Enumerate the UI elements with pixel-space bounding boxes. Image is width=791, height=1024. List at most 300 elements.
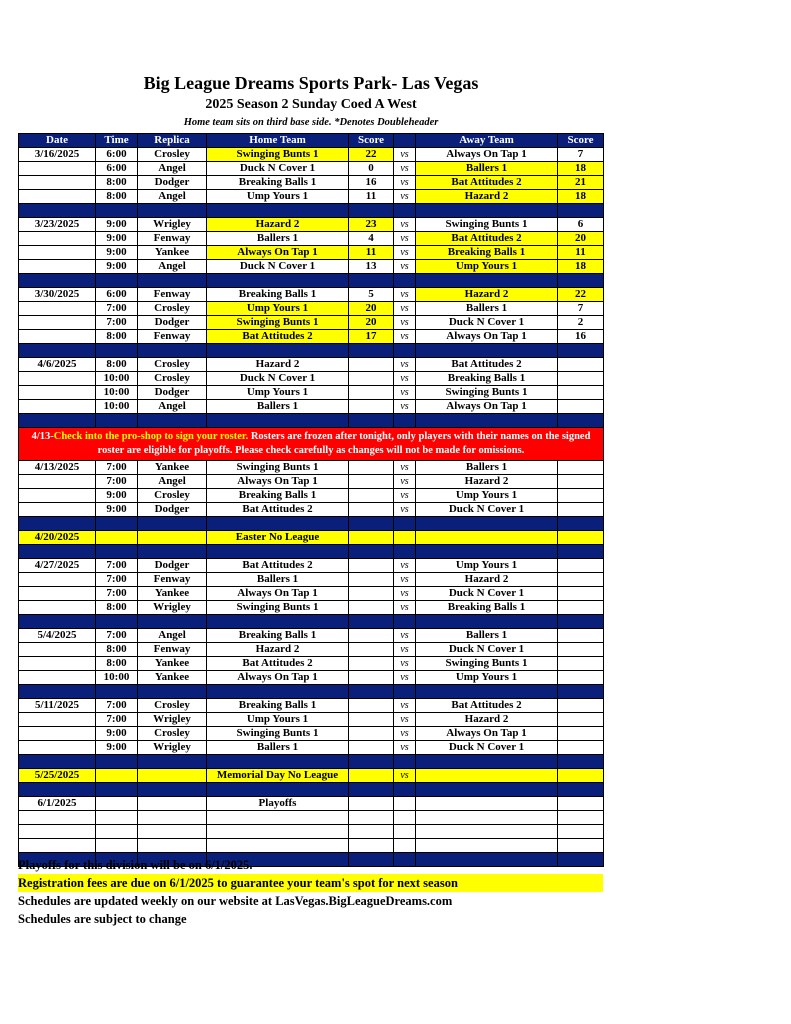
replica-cell: Wrigley <box>138 741 207 755</box>
time-cell: 6:00 <box>96 288 138 302</box>
separator-cell <box>416 517 558 531</box>
vs-cell: vs <box>394 643 416 657</box>
time-cell: 8:00 <box>96 657 138 671</box>
empty-cell <box>394 811 416 825</box>
home-team-cell: Bat Attitudes 2 <box>207 657 349 671</box>
date-cell <box>19 302 96 316</box>
date-cell: 4/27/2025 <box>19 559 96 573</box>
home-team-cell: Swinging Bunts 1 <box>207 316 349 330</box>
game-row <box>19 503 604 517</box>
game-row <box>19 587 604 601</box>
time-cell: 8:00 <box>96 358 138 372</box>
date-cell <box>19 727 96 741</box>
separator-cell <box>394 344 416 358</box>
time-cell: 8:00 <box>96 643 138 657</box>
header-row <box>19 134 604 148</box>
separator-cell <box>19 615 96 629</box>
separator-cell <box>416 344 558 358</box>
game-row <box>19 671 604 685</box>
replica-cell: Wrigley <box>138 218 207 232</box>
empty-cell <box>416 811 558 825</box>
separator-cell <box>96 615 138 629</box>
away-score-cell: 2 <box>558 316 604 330</box>
replica-cell: Crosley <box>138 148 207 162</box>
time-cell: 8:00 <box>96 176 138 190</box>
schedule-body <box>19 148 604 867</box>
separator-cell <box>207 517 349 531</box>
date-cell <box>19 475 96 489</box>
home-score-cell <box>349 475 394 489</box>
separator-cell <box>138 615 207 629</box>
time-cell: 8:00 <box>96 190 138 204</box>
empty-cell <box>416 797 558 811</box>
replica-cell: Wrigley <box>138 601 207 615</box>
vs-cell: vs <box>394 302 416 316</box>
away-team-cell: Ump Yours 1 <box>416 260 558 274</box>
time-cell: 7:00 <box>96 587 138 601</box>
away-score-cell <box>558 573 604 587</box>
home-score-cell: 4 <box>349 232 394 246</box>
game-row <box>19 372 604 386</box>
separator-cell <box>558 615 604 629</box>
empty-cell <box>96 811 138 825</box>
away-team-cell: Bat Attitudes 2 <box>416 358 558 372</box>
away-score-cell <box>558 713 604 727</box>
replica-cell: Angel <box>138 190 207 204</box>
vs-cell: vs <box>394 601 416 615</box>
replica-cell: Dodger <box>138 559 207 573</box>
separator-cell <box>349 517 394 531</box>
separator-cell <box>394 545 416 559</box>
away-score-cell <box>558 769 604 783</box>
week-separator <box>19 414 604 428</box>
separator-cell <box>19 414 96 428</box>
vs-cell: vs <box>394 358 416 372</box>
date-cell: 5/11/2025 <box>19 699 96 713</box>
separator-cell <box>138 414 207 428</box>
game-row <box>19 643 604 657</box>
game-row <box>19 358 604 372</box>
home-team-cell: Bat Attitudes 2 <box>207 330 349 344</box>
away-score-cell: 18 <box>558 190 604 204</box>
away-score-cell <box>558 699 604 713</box>
separator-cell <box>394 783 416 797</box>
separator-cell <box>207 274 349 288</box>
week-separator <box>19 274 604 288</box>
away-team-cell: Hazard 2 <box>416 573 558 587</box>
home-score-cell <box>349 358 394 372</box>
away-score-cell <box>558 559 604 573</box>
home-score-cell <box>349 713 394 727</box>
replica-cell: Angel <box>138 260 207 274</box>
separator-cell <box>349 783 394 797</box>
home-team-cell: Breaking Balls 1 <box>207 699 349 713</box>
week-separator <box>19 685 604 699</box>
empty-cell <box>19 825 96 839</box>
date-cell <box>19 657 96 671</box>
empty-cell <box>558 811 604 825</box>
separator-cell <box>349 204 394 218</box>
empty-cell <box>96 825 138 839</box>
away-score-cell: 22 <box>558 288 604 302</box>
away-team-cell: Duck N Cover 1 <box>416 741 558 755</box>
roster-notice-row <box>19 428 604 461</box>
vs-cell: vs <box>394 246 416 260</box>
vs-cell: vs <box>394 727 416 741</box>
separator-cell <box>96 274 138 288</box>
col-replica-header: Replica <box>138 134 207 148</box>
separator-cell <box>207 344 349 358</box>
home-score-cell <box>349 489 394 503</box>
separator-cell <box>558 755 604 769</box>
empty-cell <box>394 825 416 839</box>
home-score-cell <box>349 559 394 573</box>
time-cell: 9:00 <box>96 232 138 246</box>
date-cell: 4/20/2025 <box>19 531 96 545</box>
separator-cell <box>19 274 96 288</box>
home-score-cell <box>349 503 394 517</box>
away-team-cell: Ballers 1 <box>416 629 558 643</box>
away-team-cell: Hazard 2 <box>416 475 558 489</box>
separator-cell <box>207 783 349 797</box>
away-score-cell: 16 <box>558 330 604 344</box>
separator-cell <box>416 545 558 559</box>
date-cell: 4/6/2025 <box>19 358 96 372</box>
vs-cell: vs <box>394 386 416 400</box>
home-score-cell <box>349 573 394 587</box>
separator-cell <box>558 204 604 218</box>
home-score-cell: 16 <box>349 176 394 190</box>
home-score-cell: 23 <box>349 218 394 232</box>
date-cell <box>19 386 96 400</box>
home-score-cell: 11 <box>349 246 394 260</box>
vs-cell: vs <box>394 260 416 274</box>
home-team-cell: Always On Tap 1 <box>207 475 349 489</box>
game-row <box>19 741 604 755</box>
date-cell <box>19 741 96 755</box>
away-score-cell: 11 <box>558 246 604 260</box>
home-team-cell: Duck N Cover 1 <box>207 260 349 274</box>
away-score-cell: 18 <box>558 162 604 176</box>
game-row <box>19 190 604 204</box>
date-cell <box>19 601 96 615</box>
empty-cell <box>207 839 349 853</box>
roster-notice <box>19 428 604 461</box>
page-subtitle: 2025 Season 2 Sunday Coed A West <box>205 97 417 112</box>
game-row <box>19 601 604 615</box>
separator-cell <box>558 517 604 531</box>
separator-cell <box>558 344 604 358</box>
away-team-cell: Duck N Cover 1 <box>416 643 558 657</box>
home-team-cell: Swinging Bunts 1 <box>207 461 349 475</box>
game-row <box>19 218 604 232</box>
home-team-cell: Hazard 2 <box>207 643 349 657</box>
time-cell: 7:00 <box>96 573 138 587</box>
replica-cell: Dodger <box>138 176 207 190</box>
away-score-cell <box>558 741 604 755</box>
game-row <box>19 176 604 190</box>
separator-cell <box>394 517 416 531</box>
replica-cell: Wrigley <box>138 713 207 727</box>
replica-cell: Yankee <box>138 671 207 685</box>
home-score-cell <box>349 400 394 414</box>
separator-cell <box>349 685 394 699</box>
away-team-cell: Duck N Cover 1 <box>416 587 558 601</box>
col-home-team-header: Home Team <box>207 134 349 148</box>
date-cell: 3/30/2025 <box>19 288 96 302</box>
vs-cell: vs <box>394 699 416 713</box>
separator-cell <box>394 615 416 629</box>
game-row <box>19 657 604 671</box>
home-score-cell <box>349 372 394 386</box>
time-cell: 9:00 <box>96 260 138 274</box>
date-cell: 6/1/2025 <box>19 797 96 811</box>
separator-cell <box>558 414 604 428</box>
game-row <box>19 573 604 587</box>
separator-cell <box>96 517 138 531</box>
separator-cell <box>349 755 394 769</box>
home-team-cell: Bat Attitudes 2 <box>207 503 349 517</box>
home-score-cell <box>349 727 394 741</box>
away-score-cell <box>558 475 604 489</box>
separator-cell <box>19 685 96 699</box>
notice-text: Rosters are frozen after tonight, only players with their names on the signed roster are eligible for playoffs. Please check carefully as changes will not be made for omissions. <box>97 431 591 456</box>
empty-cell <box>349 797 394 811</box>
separator-cell <box>138 783 207 797</box>
separator-cell <box>138 685 207 699</box>
away-team-cell: Bat Attitudes 2 <box>416 176 558 190</box>
away-score-cell <box>558 601 604 615</box>
away-score-cell <box>558 643 604 657</box>
home-score-cell: 13 <box>349 260 394 274</box>
empty-cell <box>138 825 207 839</box>
vs-cell: vs <box>394 587 416 601</box>
date-cell <box>19 330 96 344</box>
separator-cell <box>96 414 138 428</box>
col-vs-header <box>394 134 416 148</box>
away-score-cell <box>558 671 604 685</box>
game-row <box>19 475 604 489</box>
away-score-cell: 7 <box>558 302 604 316</box>
vs-cell: vs <box>394 769 416 783</box>
replica-cell: Dodger <box>138 503 207 517</box>
away-team-cell: Ballers 1 <box>416 461 558 475</box>
week-separator <box>19 545 604 559</box>
home-score-cell <box>349 741 394 755</box>
separator-cell <box>96 685 138 699</box>
away-team-cell: Ump Yours 1 <box>416 559 558 573</box>
home-team-cell: Ballers 1 <box>207 232 349 246</box>
vs-cell: vs <box>394 218 416 232</box>
empty-cell <box>558 839 604 853</box>
game-row <box>19 232 604 246</box>
time-cell: 9:00 <box>96 741 138 755</box>
home-team-cell: Ump Yours 1 <box>207 713 349 727</box>
replica-cell <box>138 769 207 783</box>
empty-cell <box>558 797 604 811</box>
away-team-cell: Breaking Balls 1 <box>416 601 558 615</box>
date-cell <box>19 260 96 274</box>
separator-cell <box>138 755 207 769</box>
date-cell <box>19 489 96 503</box>
separator-cell <box>558 783 604 797</box>
home-team-cell: Hazard 2 <box>207 358 349 372</box>
separator-cell <box>207 615 349 629</box>
replica-cell: Crosley <box>138 372 207 386</box>
home-team-cell: Duck N Cover 1 <box>207 162 349 176</box>
game-row <box>19 260 604 274</box>
empty-cell <box>349 839 394 853</box>
separator-cell <box>19 344 96 358</box>
schedule-table <box>18 133 604 867</box>
separator-cell <box>19 783 96 797</box>
home-score-cell <box>349 769 394 783</box>
vs-cell: vs <box>394 573 416 587</box>
notice-highlight: Check into the pro-shop to sign your roster. <box>53 431 249 442</box>
vs-cell: vs <box>394 372 416 386</box>
time-cell: 9:00 <box>96 727 138 741</box>
away-score-cell <box>558 358 604 372</box>
replica-cell <box>138 531 207 545</box>
time-cell: 6:00 <box>96 148 138 162</box>
vs-cell: vs <box>394 559 416 573</box>
empty-cell <box>207 825 349 839</box>
date-cell <box>19 162 96 176</box>
date-cell <box>19 372 96 386</box>
col-time-header: Time <box>96 134 138 148</box>
away-score-cell <box>558 657 604 671</box>
footer-playoffs: Playoffs for this division will be on 6/1/2025. <box>18 858 253 872</box>
empty-cell <box>96 839 138 853</box>
date-cell <box>19 671 96 685</box>
separator-cell <box>207 755 349 769</box>
time-cell: 7:00 <box>96 316 138 330</box>
separator-cell <box>96 755 138 769</box>
home-team-cell: Hazard 2 <box>207 218 349 232</box>
home-team-cell: Breaking Balls 1 <box>207 176 349 190</box>
empty-cell <box>349 825 394 839</box>
vs-cell: vs <box>394 316 416 330</box>
blank-row <box>19 825 604 839</box>
away-score-cell: 7 <box>558 148 604 162</box>
replica-cell: Fenway <box>138 288 207 302</box>
time-cell <box>96 769 138 783</box>
game-row <box>19 461 604 475</box>
date-cell: 5/25/2025 <box>19 769 96 783</box>
time-cell: 6:00 <box>96 162 138 176</box>
page-title: Big League Dreams Sports Park- Las Vegas <box>143 73 479 93</box>
vs-cell: vs <box>394 475 416 489</box>
week-separator <box>19 783 604 797</box>
away-score-cell <box>558 461 604 475</box>
empty-cell <box>416 839 558 853</box>
game-row <box>19 713 604 727</box>
time-cell: 10:00 <box>96 386 138 400</box>
playoffs-row <box>19 797 604 811</box>
away-score-cell <box>558 372 604 386</box>
home-score-cell: 22 <box>349 148 394 162</box>
date-cell <box>19 503 96 517</box>
replica-cell: Crosley <box>138 699 207 713</box>
away-score-cell <box>558 727 604 741</box>
separator-cell <box>558 685 604 699</box>
replica-cell: Crosley <box>138 358 207 372</box>
date-cell: 3/23/2025 <box>19 218 96 232</box>
vs-cell: vs <box>394 148 416 162</box>
away-team-cell: Always On Tap 1 <box>416 148 558 162</box>
away-score-cell: 20 <box>558 232 604 246</box>
away-team-cell: Hazard 2 <box>416 190 558 204</box>
home-team-cell: Ump Yours 1 <box>207 190 349 204</box>
separator-cell <box>349 545 394 559</box>
separator-cell <box>349 615 394 629</box>
empty-cell <box>416 825 558 839</box>
replica-cell: Fenway <box>138 232 207 246</box>
away-score-cell: 6 <box>558 218 604 232</box>
home-score-cell: 11 <box>349 190 394 204</box>
date-cell: 4/13/2025 <box>19 461 96 475</box>
home-team-cell: Swinging Bunts 1 <box>207 601 349 615</box>
vs-cell: vs <box>394 671 416 685</box>
replica-cell: Angel <box>138 162 207 176</box>
vs-cell: vs <box>394 400 416 414</box>
home-team-cell: Always On Tap 1 <box>207 246 349 260</box>
time-cell: 9:00 <box>96 489 138 503</box>
time-cell: 10:00 <box>96 671 138 685</box>
game-row <box>19 727 604 741</box>
separator-cell <box>207 545 349 559</box>
away-team-cell: Hazard 2 <box>416 713 558 727</box>
home-score-cell: 20 <box>349 316 394 330</box>
replica-cell: Crosley <box>138 727 207 741</box>
separator-cell <box>416 615 558 629</box>
home-score-cell <box>349 699 394 713</box>
home-team-cell: Breaking Balls 1 <box>207 629 349 643</box>
home-score-cell <box>349 643 394 657</box>
replica-cell <box>138 797 207 811</box>
home-team-cell: Ballers 1 <box>207 400 349 414</box>
vs-cell: vs <box>394 461 416 475</box>
home-score-cell <box>349 601 394 615</box>
separator-cell <box>558 545 604 559</box>
game-row <box>19 400 604 414</box>
home-score-cell: 5 <box>349 288 394 302</box>
away-team-cell: Breaking Balls 1 <box>416 246 558 260</box>
separator-cell <box>416 414 558 428</box>
time-cell: 9:00 <box>96 246 138 260</box>
blank-row <box>19 811 604 825</box>
game-row <box>19 162 604 176</box>
home-team-cell: Ump Yours 1 <box>207 386 349 400</box>
separator-cell <box>394 204 416 218</box>
separator-cell <box>394 685 416 699</box>
game-row <box>19 489 604 503</box>
separator-cell <box>138 517 207 531</box>
home-score-cell: 20 <box>349 302 394 316</box>
away-team-cell: Swinging Bunts 1 <box>416 218 558 232</box>
away-score-cell <box>558 531 604 545</box>
away-score-cell: 21 <box>558 176 604 190</box>
col-home-score-header: Score <box>349 134 394 148</box>
replica-cell: Angel <box>138 475 207 489</box>
away-score-cell <box>558 587 604 601</box>
separator-cell <box>416 755 558 769</box>
separator-cell <box>19 755 96 769</box>
no-league-label: Easter No League <box>207 531 349 545</box>
week-separator <box>19 755 604 769</box>
time-cell: 9:00 <box>96 218 138 232</box>
replica-cell: Yankee <box>138 587 207 601</box>
